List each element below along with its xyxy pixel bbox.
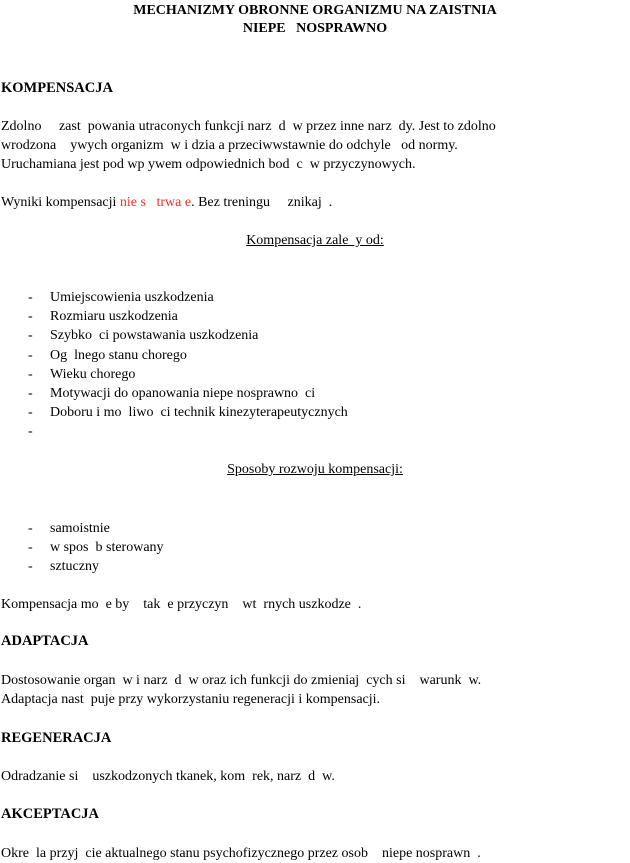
kompensacja-paragraph-line-1: Zdolno zast powania utraconych funkcji narz d w przez inne narz dy. Jest to zdolno: [1, 119, 496, 134]
heading-akceptacja: AKCEPTACJA: [1, 806, 100, 822]
depends-on-heading: Kompensacja zale y od:: [246, 233, 384, 248]
document-title-line-1: MECHANIZMY OBRONNE ORGANIZMU NA ZAISTNIA: [133, 3, 497, 18]
kompensacja-paragraph-line-3: Uruchamiana jest pod wp ywem odpowiednich bod c w przyczynowych.: [1, 157, 416, 172]
heading-kompensacja: KOMPENSACJA: [1, 80, 113, 96]
kompensacja-closing: Kompensacja mo e by tak e przyczyn wt rnych uszkodze .: [1, 597, 362, 612]
akceptacja-paragraph: Okre la przyj cie aktualnego stanu psychofizycznego przez osob niepe nosprawn .: [1, 846, 481, 861]
results-suffix: . Bez treningu znikaj .: [191, 195, 333, 210]
results-highlight: nie s trwa e: [119, 195, 192, 210]
list-dash: -: [28, 366, 33, 382]
list-dash: -: [28, 424, 33, 440]
list-dash: -: [28, 347, 33, 363]
adaptacja-paragraph-line-1: Dostosowanie organ w i narz d w oraz ich funkcji do zmieniaj cych si warunk w.: [1, 673, 482, 688]
heading-regeneracja: REGENERACJA: [1, 730, 112, 746]
list-dash: -: [28, 328, 33, 344]
list-dash: -: [28, 309, 33, 325]
heading-adaptacja: ADAPTACJA: [1, 633, 89, 649]
list-dash: -: [28, 540, 33, 556]
adaptacja-paragraph-line-2: Adaptacja nast puje przy wykorzystaniu regeneracji i kompensacji.: [1, 692, 381, 707]
kompensacja-paragraph-line-2: wrodzona ywych organizm w i dzia a przeciwwstawnie do odchyle od normy.: [1, 138, 458, 153]
kompensacja-results-sentence: [1, 193, 332, 212]
document-title-line-2: NIEPE NOSPRAWNO: [242, 21, 388, 36]
list-dash: -: [28, 385, 33, 401]
results-prefix: Wyniki kompensacji: [1, 195, 120, 210]
list-dash: -: [28, 405, 33, 421]
list-dash: -: [28, 290, 33, 305]
list-dash: -: [28, 559, 33, 575]
list-dash: -: [28, 521, 33, 536]
ways-heading: Sposoby rozwoju kompensacji:: [227, 462, 403, 477]
regeneracja-paragraph: Odradzanie si uszkodzonych tkanek, kom rek, narz d w.: [1, 769, 335, 784]
